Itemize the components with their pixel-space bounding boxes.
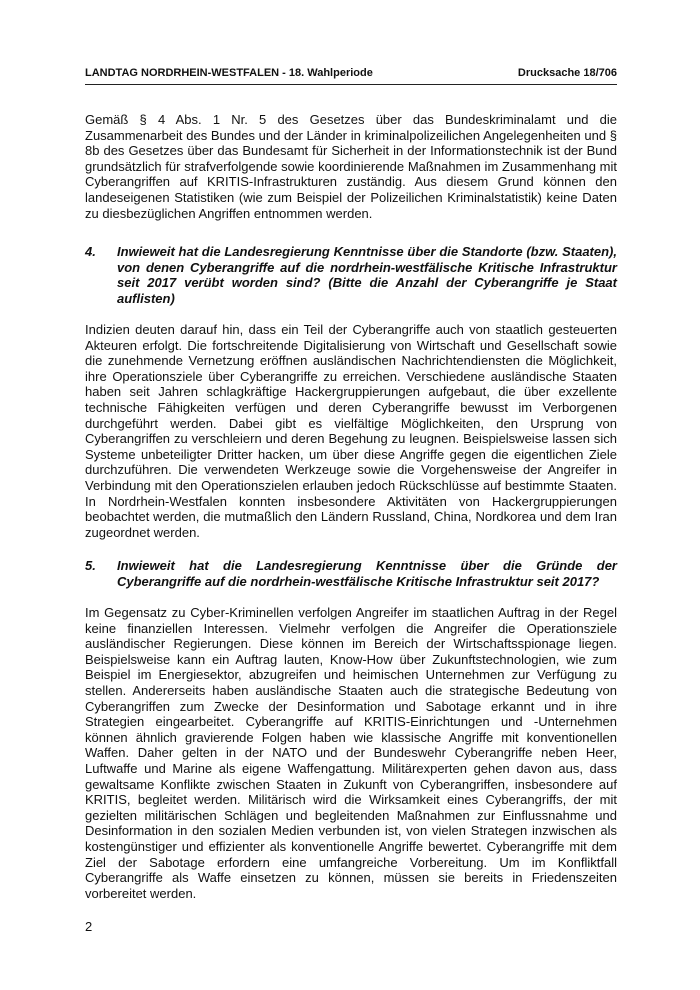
question-4-number: 4. [85, 244, 96, 259]
header-divider [85, 84, 617, 85]
document-number: Drucksache 18/706 [517, 67, 617, 79]
answer-4-paragraph: Indizien deuten darauf hin, dass ein Teil der Cyberangriffe auch von staatlich gesteuerten Akteuren erfolgt. Die fortschreitende Digitalisierung von Wirtschaft und Gesellschaft sowie die zunehmende Vernetzung eröffnen ausländischen Nachrichtendiensten die Möglichkeit, ihre Operationsziele über Cyberangriffe zu erreichen. Verschiedene ausländische Staaten haben seit Jahren schlagkräftige Hackergruppierungen aufgebaut, die über exzellente technische Fähigkeiten verfügen und deren Cyberangriffe bewusst im Verborgenen durchgeführt werden. Dabei gibt es vielfältige Möglichkeiten, den Ursprung von Cyberangriffen zu verschleiern und deren Begehung zu leugnen. Beispielsweise lassen sich Systeme unbeteiligter Dritter hacken, um über diese Angriffe gegen die eigentlichen Ziele durchzuführen. Die verwendeten Werkzeuge sowie die Vorgehensweise der Angreifer in Verbindung mit den Operationszielen erlauben jedoch Rückschlüsse auf bestimmte Staaten. In Nordrhein-Westfalen konnten insbesondere Aktivitäten von Hackergruppierungen beobachtet werden, die mutmaßlich den Ländern Russland, China, Nordkorea und dem Iran zugeordnet werden. [85, 322, 617, 540]
question-5-number: 5. [85, 558, 96, 573]
page-number: 2 [85, 919, 93, 934]
page-header [85, 66, 617, 80]
question-4-text: Inwieweit hat die Landesregierung Kenntnisse über die Standorte (bzw. Staaten), von denen Cyberangriffe auf die nordrhein-westfälische Kritische Infrastruktur seit 2017 verübt worden sind? (Bitte die Anzahl der Cyberangriffe je Staat auflisten) [117, 244, 617, 306]
intro-paragraph: Gemäß § 4 Abs. 1 Nr. 5 des Gesetzes über das Bundeskriminalamt und die Zusammenarbeit des Bundes und der Länder in kriminalpolizeilichen Angelegenheiten und § 8b des Gesetzes über das Bundesamt für Sicherheit in der Informationstechnik ist der Bund grundsätzlich für strafverfolgende sowie koordinierende Maßnahmen im Zusammenhang mit Cyberangriffen auf KRITIS-Infrastrukturen zuständig. Aus diesem Grund können den landeseigenen Statistiken (wie zum Beispiel der Polizeilichen Kriminalstatistik) keine Daten zu diesbezüglichen Angriffen entnommen werden. [85, 112, 617, 221]
question-5-text: Inwieweit hat die Landesregierung Kenntnisse über die Gründe der Cyberangriffe auf die nordrhein-westfälische Kritische Infrastruktur seit 2017? [117, 558, 617, 589]
answer-5-paragraph: Im Gegensatz zu Cyber-Kriminellen verfolgen Angreifer im staatlichen Auftrag in der Regel keine finanziellen Interessen. Vielmehr verfolgen die Angreifer die Operationsziele ausländischer Regierungen. Diese können im Bereich der Wirtschaftsspionage liegen. Beispielsweise kann ein Auftrag lauten, Know-How über Zukunftstechnologien, wie zum Beispiel im Energiesektor, abzugreifen und heimischen Unternehmen zur Verfügung zu stellen. Andererseits haben ausländische Staaten auch die strategische Bedeutung von Cyberangriffen zum Zwecke der Desinformation und Sabotage erkannt und in ihre Strategien eingearbeitet. Cyberangriffe auf KRITIS-Einrichtungen und -Unternehmen können ähnlich gravierende Folgen haben wie klassische Angriffe mit konventionellen Waffen. Daher gelten in der NATO und der Bundeswehr Cyberangriffe neben Heer, Luftwaffe und Marine als eigene Waffengattung. Militärexperten gehen davon aus, dass gewaltsame Konflikte zwischen Staaten in Zukunft von Cyberangriffen, insbesondere auf KRITIS, begleitet werden. Militärisch wird die Wirksamkeit eines Cyberangriffs, der mit gezielten militärischen Schlägen und begleitenden Maßnahmen zur Einflussnahme und Desinformation in den sozialen Medien verbunden ist, von vielen Strategen inzwischen als kostengünstiger und effizienter als konventionelle Angriffe bewertet. Cyberangriffe mit dem Ziel der Sabotage erfordern eine umfangreiche Vorbereitung. Um im Konfliktfall Cyberangriffe als Waffe einsetzen zu können, müssen sie bereits in Friedenszeiten vorbereitet werden. [85, 605, 617, 901]
question-5 [85, 558, 617, 589]
header-title: LANDTAG NORDRHEIN-WESTFALEN - 18. Wahlperiode [85, 67, 373, 79]
question-4 [85, 244, 617, 306]
